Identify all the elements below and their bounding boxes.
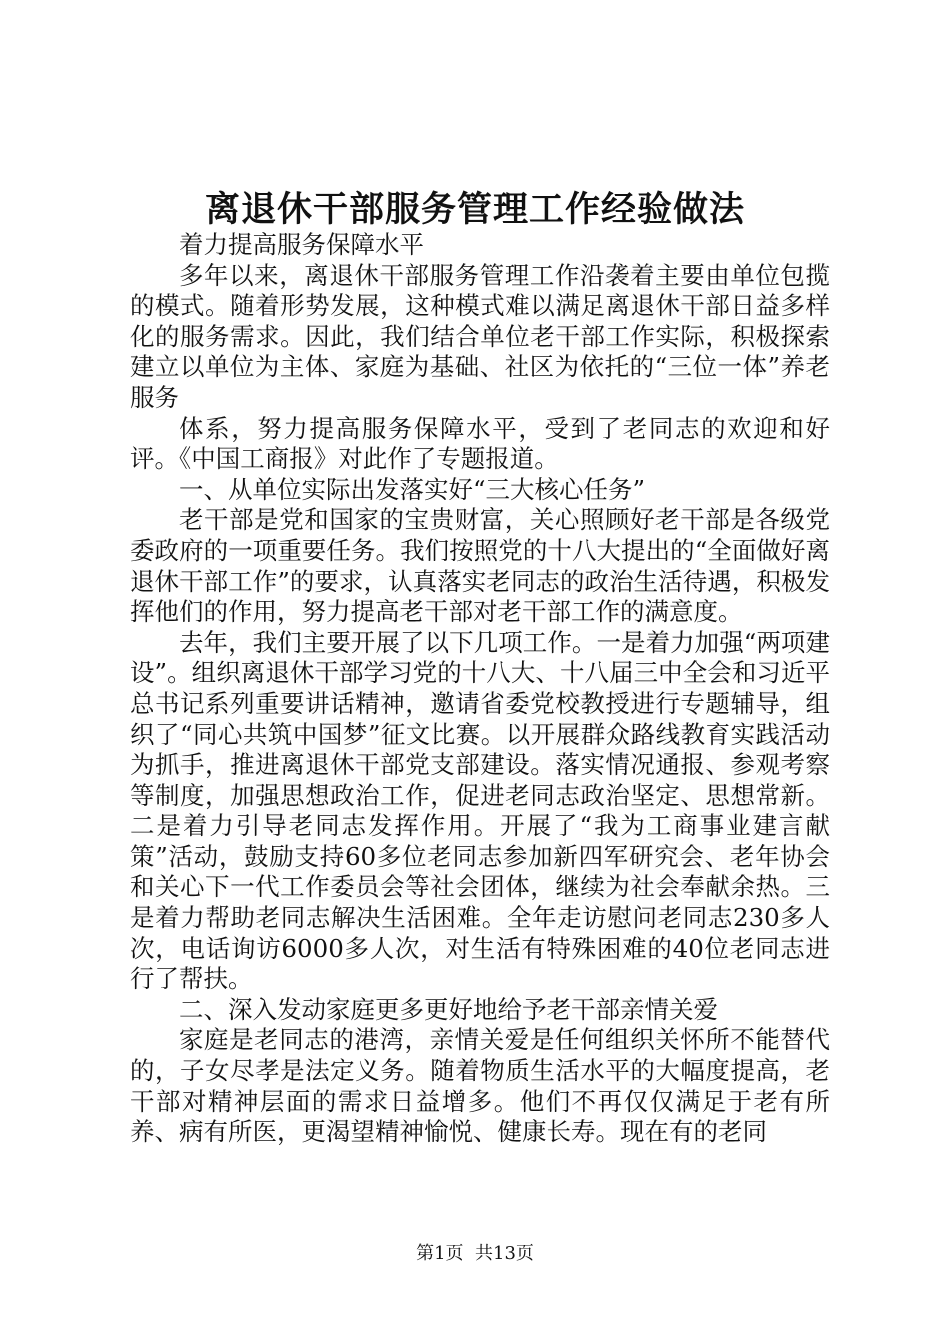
section-subtitle: 着力提高服务保障水平 [179, 230, 424, 259]
document-title: 离退休干部服务管理工作经验做法 [204, 189, 745, 230]
body-paragraph: 老干部是党和国家的宝贵财富，关心照顾好老干部是各级党委政府的一项重要任务。我们按照党的十八大提出的“全面做好离退休干部工作”的要求，认真落实老同志的政治生活待遇，积极发挥他们的作用，努力提高老干部对老干部工作的满意度。 [130, 505, 830, 627]
document-body [130, 230, 830, 1148]
body-paragraph: 多年以来，离退休干部服务管理工作沿袭着主要由单位包揽的模式。随着形势发展，这种模式难以满足离退休干部日益多样化的服务需求。因此，我们结合单位老干部工作实际，积极探索建立以单位为主体、家庭为基础、社区为依托的“三位一体”养老服务 [130, 260, 830, 412]
section-heading: 一、从单位实际出发落实好“三大核心任务” [179, 474, 646, 504]
body-paragraph: 家庭是老同志的港湾，亲情关爱是任何组织关怀所不能替代的，子女尽孝是法定义务。随着物质生活水平的大幅度提高，老干部对精神层面的需求日益增多。他们不再仅仅满足于老有所养、病有所医，更渴望精神愉悦、健康长寿。现在有的老同 [130, 1025, 830, 1147]
section-heading: 二、深入发动家庭更多更好地给予老干部亲情关爱 [179, 994, 718, 1024]
page-number-label: 第1页 共13页 [416, 1243, 534, 1264]
body-paragraph: 体系，努力提高服务保障水平，受到了老同志的欢迎和好评。《中国工商报》对此作了专题报道。 [130, 413, 830, 474]
page-footer [0, 1242, 950, 1266]
body-paragraph: 去年，我们主要开展了以下几项工作。一是着力加强“两项建设”。组织离退休干部学习党的十八大、十八届三中全会和习近平总书记系列重要讲话精神，邀请省委党校教授进行专题辅导，组织了“同心共筑中国梦”征文比赛。以开展群众路线教育实践活动为抓手，推进离退休干部党支部建设。落实情况通报、参观考察等制度，加强思想政治工作，促进老同志政治坚定、思想常新。二是着力引导老同志发挥作用。开展了“我为工商事业建言献策”活动，鼓励支持60多位老同志参加新四军研究会、老年协会和关心下一代工作委员会等社会团体，继续为社会奉献余热。三是着力帮助老同志解决生活困难。全年走访慰问老同志230多人次，电话询访6000多人次，对生活有特殊困难的40位老同志进行了帮扶。 [130, 627, 830, 994]
